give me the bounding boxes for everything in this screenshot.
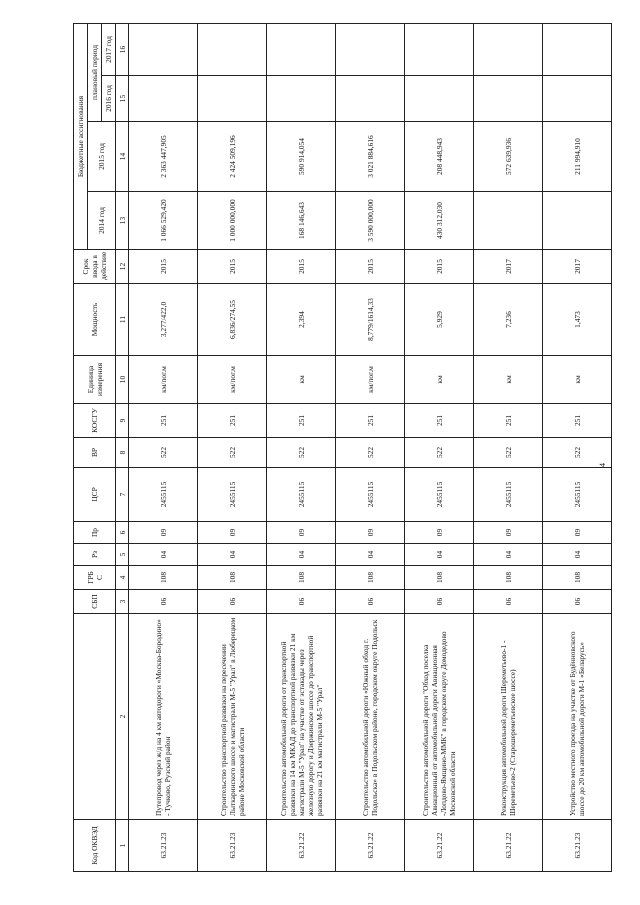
header-unit: Единица измерения	[74, 356, 116, 404]
csr-cell: 2455115	[129, 468, 198, 522]
column-number-cell: 13	[116, 192, 129, 250]
unit-cell: км/пог.м	[336, 356, 405, 404]
unit-cell: км	[543, 356, 612, 404]
kosgu-cell: 251	[198, 404, 267, 438]
table-row	[267, 24, 336, 872]
header-kosgu: КОСГУ	[74, 404, 116, 438]
column-number-cell: 1	[116, 820, 129, 872]
header-name	[74, 614, 116, 820]
vr-cell: 522	[543, 438, 612, 468]
grbs-cell: 108	[198, 566, 267, 590]
allocation-2016-cell	[336, 76, 405, 122]
gbp-cell: 06	[543, 590, 612, 614]
header-term: Срок ввода в действие	[74, 250, 116, 284]
pr-cell: 09	[198, 522, 267, 544]
object-name-cell: Строительство автомобильной дороги «Южный обход г. Подольска» в Подольском районе, городском округе Подольск	[336, 614, 405, 820]
pr-cell: 09	[267, 522, 336, 544]
allocation-2015-cell: 208 448,943	[405, 122, 474, 192]
allocation-2014-cell: 1 000 000,000	[198, 192, 267, 250]
column-number-cell: 10	[116, 356, 129, 404]
allocation-2015-cell: 572 639,936	[474, 122, 543, 192]
okved-cell: 63.21.22	[336, 820, 405, 872]
object-name-cell: Реконструкция автомобильной дороги Шереметьево-1 - Шереметьево-2 (Старошереметьевское шоссе)	[474, 614, 543, 820]
object-name-cell: Строительство автомобильной дороги от транспортной развязки на 14 км МКАД до транспортной развязки 21 км магистрали М-5 "Урал" на участке от эстакады через железную дорогу и Дзержинское шоссе до транспортной развязки на 21 км магистрали М-5 "Урал"	[267, 614, 336, 820]
capacity-cell: 7,236	[474, 284, 543, 356]
unit-cell: км/пог.м	[198, 356, 267, 404]
grbs-cell: 108	[129, 566, 198, 590]
vr-cell: 522	[405, 438, 474, 468]
term-cell: 2015	[267, 250, 336, 284]
header-pr: Пр	[74, 522, 116, 544]
column-number-cell: 9	[116, 404, 129, 438]
column-number-cell: 11	[116, 284, 129, 356]
budget-allocation-table	[73, 23, 612, 872]
grbs-cell: 108	[267, 566, 336, 590]
term-cell: 2015	[198, 250, 267, 284]
column-number-cell: 4	[116, 566, 129, 590]
table-row	[198, 24, 267, 872]
gbp-cell: 06	[198, 590, 267, 614]
column-number-cell: 16	[116, 24, 129, 76]
capacity-cell: 5,929	[405, 284, 474, 356]
column-number-cell: 5	[116, 544, 129, 566]
header-capacity: Мощность	[74, 284, 116, 356]
column-number-row	[116, 24, 129, 872]
header-row-1	[74, 24, 88, 872]
capacity-cell: 6,836/274,55	[198, 284, 267, 356]
term-cell: 2015	[336, 250, 405, 284]
pr-cell: 09	[474, 522, 543, 544]
allocation-2014-cell: 1 066 529,420	[129, 192, 198, 250]
allocation-2017-cell	[474, 24, 543, 76]
header-2017: 2017 год	[102, 24, 116, 76]
okved-cell: 63.21.23	[198, 820, 267, 872]
header-csr: ЦСР	[74, 468, 116, 522]
column-number-cell: 7	[116, 468, 129, 522]
table-row	[474, 24, 543, 872]
column-number-cell: 2	[116, 614, 129, 820]
column-number-cell: 12	[116, 250, 129, 284]
rz-cell: 04	[198, 544, 267, 566]
allocation-2017-cell	[543, 24, 612, 76]
okved-cell: 63.21.23	[543, 820, 612, 872]
grbs-cell: 108	[336, 566, 405, 590]
vr-cell: 522	[336, 438, 405, 468]
header-budget: Бюджетные ассигнования	[74, 24, 88, 250]
kosgu-cell: 251	[129, 404, 198, 438]
vr-cell: 522	[198, 438, 267, 468]
allocation-2014-cell: 168 146,643	[267, 192, 336, 250]
gbp-cell: 06	[336, 590, 405, 614]
grbs-cell: 108	[405, 566, 474, 590]
csr-cell: 2455115	[405, 468, 474, 522]
rz-cell: 04	[129, 544, 198, 566]
allocation-2016-cell	[543, 76, 612, 122]
kosgu-cell: 251	[405, 404, 474, 438]
allocation-2015-cell: 2 424 509,196	[198, 122, 267, 192]
gbp-cell: 06	[474, 590, 543, 614]
unit-cell: км	[405, 356, 474, 404]
kosgu-cell: 251	[336, 404, 405, 438]
vr-cell: 522	[267, 438, 336, 468]
unit-cell: км	[474, 356, 543, 404]
object-name-cell: Путепровод через ж/д на 4 км автодороги «Москва-Бородино» - Тучково, Рузский район	[129, 614, 198, 820]
column-number-cell: 15	[116, 76, 129, 122]
column-number-cell: 3	[116, 590, 129, 614]
gbp-cell: 06	[405, 590, 474, 614]
allocation-2014-cell: 3 590 000,000	[336, 192, 405, 250]
allocation-2016-cell	[405, 76, 474, 122]
csr-cell: 2455115	[198, 468, 267, 522]
csr-cell: 2455115	[474, 468, 543, 522]
object-name-cell: Строительство транспортной развязки на пересечении Лыткаринского шоссе и магистрали М-5 "Урал" в Люберецком районе Московской области	[198, 614, 267, 820]
column-number-cell: 6	[116, 522, 129, 544]
header-vr: ВР	[74, 438, 116, 468]
grbs-cell: 108	[543, 566, 612, 590]
allocation-2016-cell	[198, 76, 267, 122]
allocation-2017-cell	[336, 24, 405, 76]
okved-cell: 63.21.22	[405, 820, 474, 872]
gbp-cell: 06	[267, 590, 336, 614]
gbp-cell: 06	[129, 590, 198, 614]
rz-cell: 04	[543, 544, 612, 566]
vr-cell: 522	[474, 438, 543, 468]
header-gbp: СБП	[74, 590, 116, 614]
grbs-cell: 108	[474, 566, 543, 590]
allocation-2015-cell: 3 021 884,616	[336, 122, 405, 192]
kosgu-cell: 251	[474, 404, 543, 438]
csr-cell: 2455115	[267, 468, 336, 522]
term-cell: 2015	[405, 250, 474, 284]
okved-cell: 63.21.23	[129, 820, 198, 872]
allocation-2014-cell	[474, 192, 543, 250]
okved-cell: 63.21.22	[267, 820, 336, 872]
column-number-cell: 14	[116, 122, 129, 192]
term-cell: 2017	[543, 250, 612, 284]
header-okved: Код ОКВЭД	[74, 820, 116, 872]
table-body	[116, 24, 612, 872]
table-row	[129, 24, 198, 872]
allocation-2015-cell: 590 914,054	[267, 122, 336, 192]
rz-cell: 04	[336, 544, 405, 566]
object-name-cell: Строительство автомобильной дороги "Обход поселка Авиационный от автомобильной дороги Авиационная -Лопдово-Ямщино-ММК" в городском округе Домодедово Московской области	[405, 614, 474, 820]
allocation-2016-cell	[129, 76, 198, 122]
table-row	[543, 24, 612, 872]
term-cell: 2017	[474, 250, 543, 284]
csr-cell: 2455115	[336, 468, 405, 522]
header-2014: 2014 год	[88, 192, 116, 250]
allocation-2017-cell	[129, 24, 198, 76]
header-grbs: ГРБ С	[74, 566, 116, 590]
allocation-2017-cell	[198, 24, 267, 76]
vr-cell: 522	[129, 438, 198, 468]
table-row	[336, 24, 405, 872]
table-row	[405, 24, 474, 872]
header-2016: 2016 год	[102, 76, 116, 122]
allocation-2016-cell	[267, 76, 336, 122]
okved-cell: 63.21.22	[474, 820, 543, 872]
kosgu-cell: 251	[543, 404, 612, 438]
object-name-cell: Устройство местного проезда на участке от Будённовского шоссе до 20 км автомобильной дороги М-1 «Беларусь»	[543, 614, 612, 820]
header-plan-period: плановый период	[88, 24, 102, 122]
capacity-cell: 3,277/422,0	[129, 284, 198, 356]
allocation-2016-cell	[474, 76, 543, 122]
rz-cell: 04	[267, 544, 336, 566]
unit-cell: км	[267, 356, 336, 404]
header-rz: Рз	[74, 544, 116, 566]
allocation-2015-cell: 211 994,910	[543, 122, 612, 192]
csr-cell: 2455115	[543, 468, 612, 522]
kosgu-cell: 251	[267, 404, 336, 438]
page-number: 4	[598, 463, 607, 467]
unit-cell: км/пог.м	[129, 356, 198, 404]
capacity-cell: 1,473	[543, 284, 612, 356]
pr-cell: 09	[129, 522, 198, 544]
allocation-2017-cell	[405, 24, 474, 76]
allocation-2015-cell: 2 363 447,905	[129, 122, 198, 192]
pr-cell: 09	[405, 522, 474, 544]
rz-cell: 04	[474, 544, 543, 566]
rz-cell: 04	[405, 544, 474, 566]
allocation-2014-cell: 430 312,030	[405, 192, 474, 250]
allocation-2017-cell	[267, 24, 336, 76]
allocation-2014-cell	[543, 192, 612, 250]
column-number-cell: 8	[116, 438, 129, 468]
capacity-cell: 2,394	[267, 284, 336, 356]
capacity-cell: 8,779/1614,33	[336, 284, 405, 356]
term-cell: 2015	[129, 250, 198, 284]
header-2015: 2015 год	[88, 122, 116, 192]
pr-cell: 09	[336, 522, 405, 544]
pr-cell: 09	[543, 522, 612, 544]
